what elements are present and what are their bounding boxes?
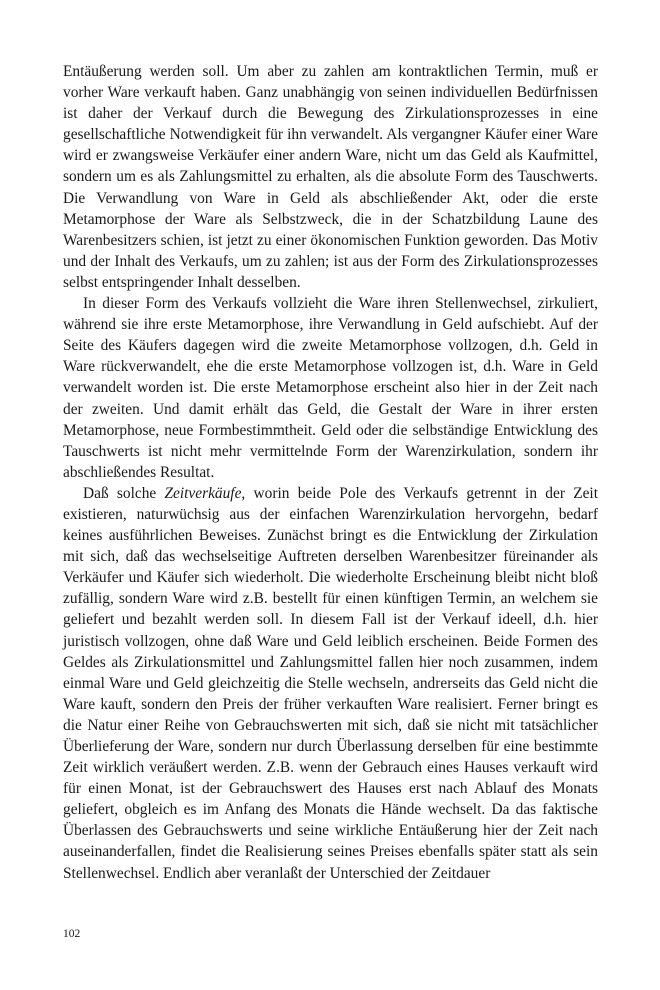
text-segment: Entäußerung werden soll. Um aber zu zahlen am kontraktlichen Termin, muß er vorher Ware verkauft haben. Ganz unabhängig von seinen individuellen Bedürfnissen ist daher der Verkauf durch die Bewegung des Zirkulationsprozesses in eine gesellschaftliche Notwendigkeit für ihn verwandelt. Als vergangner Käufer einer Ware wird er zwangsweise Verkäufer einer andern Ware, nicht um das Geld als Kaufmittel, sondern um es als Zahlungsmittel zu erhalten, als die absolute Form des Tauschwerts. Die Verwandlung von Ware in Geld als abschließender Akt, oder die erste Metamorphose der Ware als Selbstzweck, die in der Schatzbildung Laune des Warenbesitzers schien, ist jetzt zu einer ökonomischen Funktion geworden. Das Motiv und der Inhalt des Verkaufs, um zu zahlen; ist aus der Form des Zirkulationsprozesses selbst entspringender Inhalt desselben. [63, 63, 598, 291]
text-segment: In dieser Form des Verkaufs vollzieht die Ware ihren Stellenwechsel, zirkuliert, während sie ihre erste Metamorphose, ihre Verwandlung in Geld aufschiebt. Auf der Seite des Käufers dagegen wird die zweite Metamorphose vollzogen, d.h. Geld in Ware rückverwandelt, ehe die erste Metamorphose vollzogen ist, d.h. Ware in Geld verwandelt worden ist. Die erste Metamorphose erscheint also hier in der Zeit nach der zweiten. Und damit erhält das Geld, die Gestalt der Ware in ihrer ersten Metamorphose, neue Formbestimmtheit. Geld oder die selbständige Entwicklung des Tauschwerts ist nicht mehr vermittelnde Form der Warenzirkulation, sondern ihr abschließendes Resultat. [63, 295, 598, 481]
paragraph [63, 61, 598, 293]
page-text [63, 61, 598, 884]
page-number: 102 [63, 928, 81, 940]
italic-text-segment: Zeitverkäufe [164, 484, 242, 502]
paragraph [63, 483, 598, 884]
text-segment: , worin beide Pole des Verkaufs getrennt in der Zeit existieren, naturwüchsig aus der einfachen Warenzirkulation hervorgehn, bedarf keines ausführlichen Beweises. Zunächst bringt es die Entwicklung der Zirkulation mit sich, daß das wechselseitige Auftreten derselben Warenbesitzer füreinander als Verkäufer und Käufer sich wiederholt. Die wiederholte Erscheinung bleibt nicht bloß zufällig, sondern Ware wird z.B. bestellt für einen künftigen Termin, an welchem sie geliefert und bezahlt werden soll. In diesem Fall ist der Verkauf ideell, d.h. hier juristisch vollzogen, ohne daß Ware und Geld leiblich erscheinen. Beide Formen des Geldes als Zirkulationsmittel und Zahlungsmittel fallen hier noch zusammen, indem einmal Ware und Geld gleichzeitig die Stelle wechseln, andrerseits das Geld nicht die Ware kauft, sondern den Preis der früher verkauften Ware realisiert. Ferner bringt es die Natur einer Reihe von Gebrauchswerten mit sich, daß sie nicht mit tatsächlicher Überlieferung der Ware, sondern nur durch Überlassung derselben für eine bestimmte Zeit wirklich veräußert werden. Z.B. wenn der Gebrauch eines Hauses verkauft wird für einen Monat, ist der Gebrauchswert des Hauses erst nach Ablauf des Monats geliefert, obgleich es im Anfang des Monats die Hände wechselt. Da das faktische Überlassen des Gebrauchswerts und seine wirkliche Entäußerung hier der Zeit nach auseinanderfallen, findet die Realisierung seines Preises ebenfalls später statt als sein Stellenwechsel. Endlich aber veranlaßt der Unterschied der Zeitdauer [63, 484, 598, 882]
paragraph [63, 293, 598, 483]
text-segment: Daß solche [83, 484, 165, 502]
